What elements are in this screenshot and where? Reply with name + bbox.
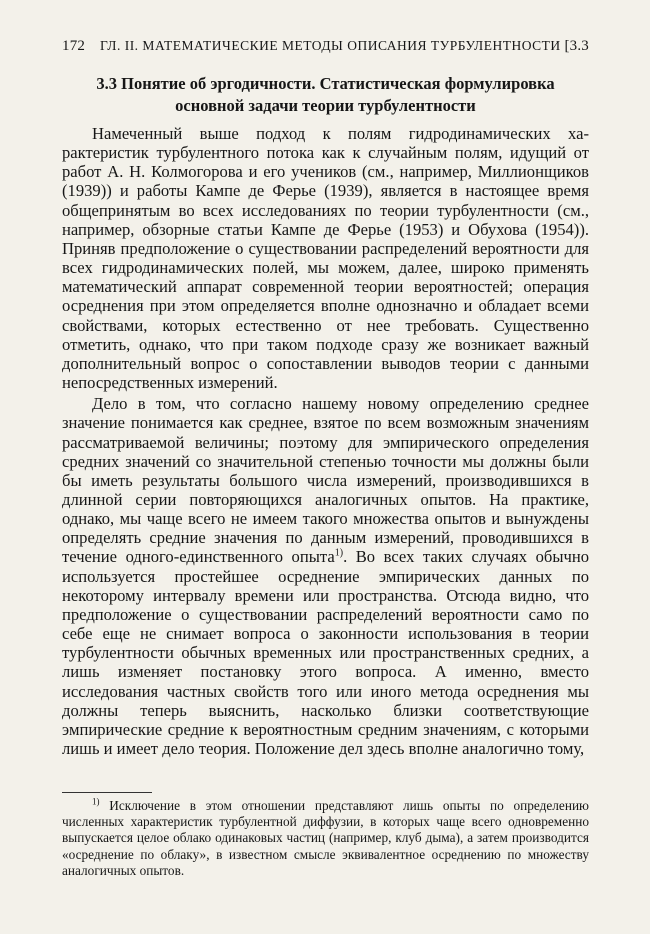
body-text [62,124,589,758]
paragraph-2-part-1: Дело в том, что согласно нашему новому определению среднее значение понимается как среднее, взятое по всем возможным значениям рассматриваемой величины; поэтому для эмпирического определения средних значений со значительной степенью точности мы должны были бы иметь результаты большого числа измерений, производившихся в длинной серии повторяющихся аналогичных опытов. На практике, однако, мы чаще всего не имеем такого множества опытов и вынуждены определять средние значения по данным измерений, проводившихся в течение одного-единственного опыта [62,394,589,567]
paragraph-1: Намеченный выше подход к полям гидродинамических характеристик турбулентного потока как к случайным полям, идущий от работ А. Н. Колмогорова и его учеников (см., например, Миллионщиков (1939)) и работы Кампе де Ферье (1939), является в настоящее время общепринятым во всех исследованиях по теории турбулентности (см., например, обзорные статьи Кампе де Ферье (1953) и Обухова (1954)). Приняв предположение о существовании распределений вероятности для всех гидродинамических полей, мы можем, далее, широко применять математический аппарат современной теории вероятностей; операция осреднения при этом определяется вполне однозначно и обладает всеми свойствами, которых естественно от нее требовать. Существенно отметить, однако, что при таком подходе сразу же возникает важный дополнительный вопрос о сопоставлении выводов теории с данными непосредственных измерений. [62,124,589,393]
paragraph-2 [62,394,589,758]
footnote-reference: 1) [334,547,344,559]
running-title: ГЛ. II. МАТЕМАТИЧЕСКИЕ МЕТОДЫ ОПИСАНИЯ ТУРБУЛЕНТНОСТИ [100,38,561,53]
footnote-divider [62,792,152,793]
page-number: 172 [62,38,86,54]
footnote-marker: 1) [92,796,100,807]
section-heading-line-2: основной задачи теории турбулентности [175,96,476,115]
paragraph-2-part-2: . Во всех таких случаях обычно используется простейшее осреднение эмпирических данных по некоторому интервалу времени или пространства. Отсюда видно, что предположение о существовании распределений вероятности само по себе еще не снимает вопроса о законности использования в теории турбулентности обычных временных или пространственных средних, а лишь изменяет постановку этого вопроса. А именно, вместо исследования частных свойств того или иного метода осреднения мы должны теперь выяснить, насколько близки соответствующие эмпирические средние к вероятностным средним значениям, с которыми лишь и имеет дело теория. Положение дел здесь вполне аналогично тому, [62,547,590,758]
section-heading [62,73,589,117]
section-heading-line-1: 3.3 Понятие об эргодичности. Статистическая формулировка [96,74,555,93]
footnote [62,798,589,879]
running-header [62,38,589,60]
footnote-text: Исключение в этом отношении представляют лишь опыты по определению численных характеристик турбулентной диффузии, в которых чаще всего одновременно выпускается целое облако одинаковых частиц (например, клуб дыма), а затем производится «осреднение по облаку», в известном смысле эквивалентное осреднению по множеству аналогичных опытов. [62,798,589,878]
section-reference: [3.3 [564,38,589,54]
